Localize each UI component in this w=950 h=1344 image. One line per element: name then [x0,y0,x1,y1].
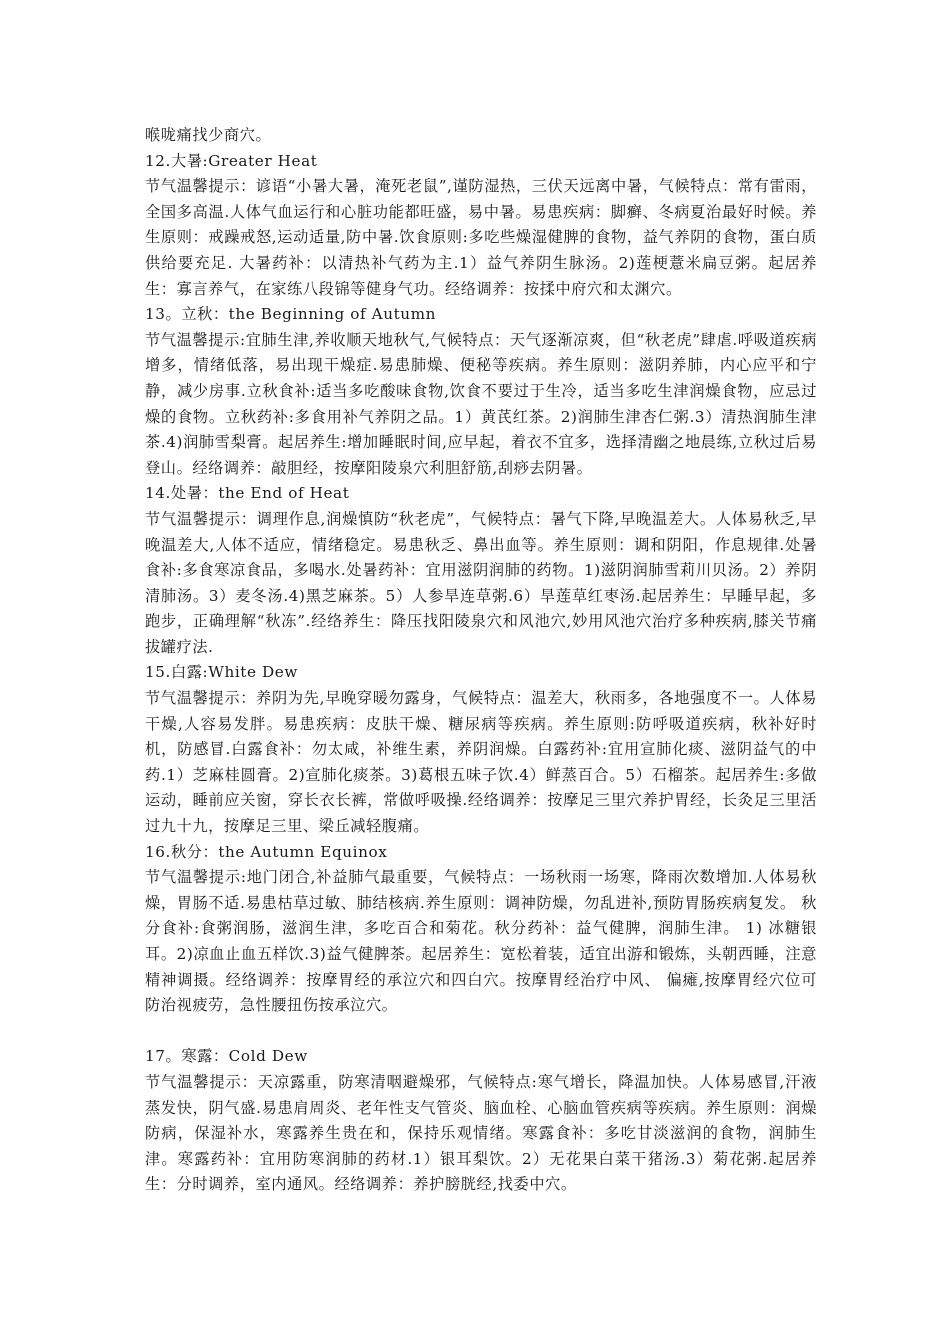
document-page [145,123,817,1198]
section-body-baiLu: 节气温馨提示：养阴为先,早晚穿暖勿露身，气候特点：温差大，秋雨多，各地强度不一。人体易干燥,人容易发胖。易患疾病：皮肤干燥、糖尿病等疾病。养生原则:防呼吸道疾病，秋补好时机，防感冒.白露食补：勿太咸，补维生素，养阴润燥。白露药补:宜用宣肺化痰、滋阴益气的中药.1）芝麻桂圆膏。2)宣肺化痰茶。3)葛根五味子饮.4）鲜蒸百合。5）石榴茶。起居养生:多做运动，睡前应关窗，穿长衣长裤，常做呼吸操.经络调养：按摩足三里穴养护胃经，长灸足三里活过九十九，按摩足三里、梁丘减轻腹痛。 [145,689,817,836]
section-body-chuShu: 节气温馨提示：调理作息,润燥慎防“秋老虎”，气候特点：暑气下降,早晚温差大。人体易秋乏,早晚温差大,人体不适应，情绪稳定。易患秋乏、鼻出血等。养生原则：调和阴阳，作息规律.处暑食补:多食寒凉食品，多喝水.处暑药补：宜用滋阴润肺的药物。1)滋阴润肺雪莉川贝汤。2）养阴清肺汤。3）麦冬汤.4)黑芝麻茶。5）人参旱连草粥.6）旱莲草红枣汤.起居养生：早睡早起，多跑步，正确理解“秋冻”.经络养生：降压找阳陵泉穴和风池穴,妙用风池穴治疗多种疾病,膝关节痛拔罐疗法. [145,509,817,656]
section-heading-chuShu: 14.处暑：the End of Heat [145,484,350,503]
section-body-qiuFen: 节气温馨提示:地门闭合,补益肺气最重要，气候特点：一场秋雨一场寒，降雨次数增加.人体易秋燥，胃肠不适.易患枯草过敏、肺结核病.养生原则：调神防燥，勿乱进补,预防胃肠疾病复发。 秋分食补:食粥润肠，滋润生津，多吃百合和菊花。秋分药补：益气健脾，润肺生津。 1) 冰糖银耳。2)凉血止血五样饮.3)益气健脾茶。起居养生：宽松着装，适宜出游和锻炼，头朝西睡，注意精神调摄。经络调养：按摩胃经的承泣穴和四白穴。按摩胃经治疗中风、 偏瘫,按摩胃经穴位可防治视疲劳，急性腰扭伤按承泣穴。 [145,868,817,1015]
section-heading-qiuFen: 16.秋分：the Autumn Equinox [145,842,388,861]
section-heading-hanLu: 17。寒露：Cold Dew [145,1047,308,1066]
section-body-daShu: 节气温馨提示：谚语“小暑大暑，淹死老鼠”,谨防湿热，三伏天远离中暑，气候特点：常有雷雨，全国多高温.人体气血运行和心脏功能都旺盛，易中暑。易患疾病：脚癣、冬病夏治最好时候。养生原则：戒躁戒怒,运动适量,防中暑.饮食原则:多吃些燥湿健脾的食物，益气养阴的食物，蛋白质 供给要充足. 大暑药补：以清热补气药为主.1）益气养阴生脉汤。2)莲梗薏米扁豆粥。起居养生：寡言养气，在家练八段锦等健身气功。经络调养：按揉中府穴和太渊穴。 [145,177,817,298]
section-heading-baiLu: 15.白露:White Dew [145,663,298,682]
section-body-liQiu: 节气温馨提示:宜肺生津,养收顺天地秋气,气候特点：天气逐渐凉爽，但“秋老虎”肆虐.呼吸道疾病增多，情绪低落，易出现干燥症.易患肺燥、便秘等疾病。养生原则：滋阴养肺，内心应平和宁静，减少房事.立秋食补:适当多吃酸味食物,饮食不要过于生冷，适当多吃生津润燥食物，应忌过燥的食物。立秋药补:多食用补气养阴之品。1）黄芪红茶。2)润肺生津杏仁粥.3）清热润肺生津茶.4)润肺雪梨膏。起居养生:增加睡眠时间,应早起，着衣不宜多，选择清幽之地晨练,立秋过后易登山。经络调养：敲胆经，按摩阳陵泉穴利胆舒筋,刮痧去阴暑。 [145,330,817,477]
section-heading-liQiu: 13。立秋：the Beginning of Autumn [145,305,437,324]
section-heading-daShu: 12.大暑:Greater Heat [145,151,318,170]
blank-line [145,1019,817,1045]
intro-line: 喉咙痛找少商穴。 [145,126,272,144]
section-body-hanLu: 节气温馨提示：天凉露重，防寒清咽避燥邪，气候特点:寒气增长，降温加快。人体易感冒,汗液蒸发快，阴气盛.易患肩周炎、老年性支气管炎、脑血栓、心脑血管疾病等疾病。养生原则：润燥防病，保湿补水，寒露养生贵在和，保持乐观情绪。寒露食补：多吃甘淡滋润的食物，润肺生津。寒露药补：宜用防寒润肺的药材.1）银耳梨饮。2）无花果白菜干猪汤.3）菊花粥.起居养生：分时调养，室内通风。经络调养：养护膀胱经,找委中穴。 [145,1072,817,1194]
